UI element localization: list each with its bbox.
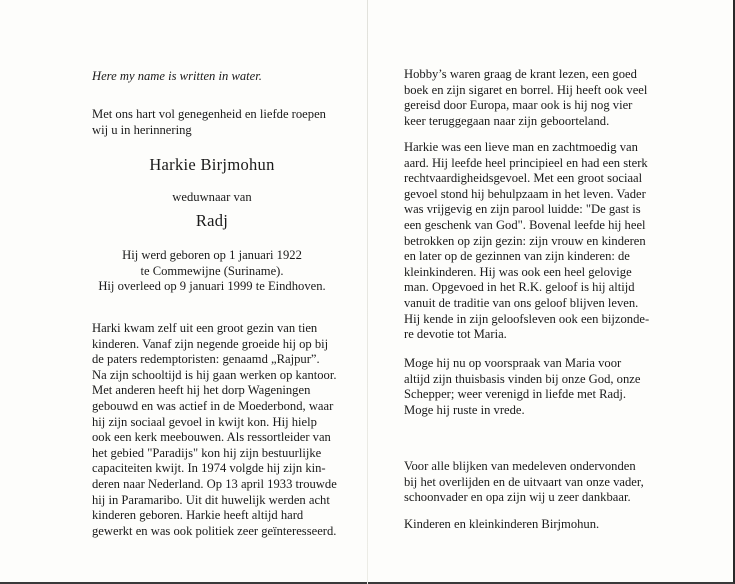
motto: Here my name is written in water.: [92, 69, 262, 83]
spouse-name: Radj: [195, 211, 229, 230]
card-fold: [367, 0, 368, 584]
birth-line: Hij werd geboren op 1 januari 1922: [122, 248, 302, 262]
character-line: was vrijgevig en zijn parool luidde: "De gast is: [404, 202, 641, 217]
bio-line: gewerkt en was ook politiek zeer geïnteresseerd.: [92, 523, 337, 538]
bio-line: Harki kwam zelf uit een groot gezin van tien: [92, 321, 318, 335]
hobbies-line: keer teruggegaan naar zijn geboorteland.: [404, 113, 610, 128]
character-line: Harkie was een lieve man en zachtmoedig van: [404, 140, 638, 154]
birth-death-info: [92, 248, 332, 295]
bio-line: hij zijn sociaal gevoel in kwijt kon. Hij hielp: [92, 414, 317, 429]
hobbies-line: Hobby’s waren graag de krant lezen, een goed: [404, 67, 637, 81]
character-line: een geschenk van God". Bovenal leefde hij heel: [404, 217, 646, 232]
hobbies-line: boek en zijn sigaret en borrel. Hij heeft ook veel: [404, 82, 648, 97]
prayer-line: Schepper; weer verenigd in liefde met Radj.: [404, 387, 627, 402]
hobbies-paragraph: [404, 67, 647, 129]
character-line: man. Opgevoed in het R.K. geloof is hij altijd: [404, 280, 635, 295]
family-signature: Kinderen en kleinkinderen Birjmohun.: [404, 517, 600, 531]
bio-line: de paters redemptoristen: genaamd „Rajpur”.: [92, 352, 320, 367]
character-line: gevoel stond hij behulpzaam in het leven. Vader: [404, 186, 646, 201]
birth-line: te Commewijne (Suriname).: [140, 263, 284, 278]
bio-line: kinderen geboren. Harkie heeft altijd hard: [92, 508, 304, 523]
bio-line: kinderen. Vanaf zijn negende groeide hij op bij: [92, 336, 329, 351]
character-line: betrokken op zijn gezin: zijn vrouw en kinderen: [404, 233, 646, 248]
bio-line: capaciteiten kwijt. In 1974 volgde hij zijn kin-: [92, 461, 326, 476]
bio-line: Met anderen heeft hij het dorp Wageningen: [92, 383, 311, 398]
intro-line: Met ons hart vol genegenheid en liefde roepen: [92, 107, 326, 121]
hobbies-line: gereisd door Europa, maar ook is hij nog vier: [404, 98, 633, 113]
character-line: kleinkinderen. Hij was ook een heel gelovige: [404, 264, 632, 279]
prayer-line: Moge hij nu op voorspraak van Maria voor: [404, 356, 622, 370]
intro-text: [92, 107, 332, 138]
prayer-paragraph: [404, 356, 647, 418]
biography: [92, 321, 337, 539]
bio-line: het gebied "Paradijs" kon hij zijn bestuurlijke: [92, 445, 322, 460]
intro-line: wij u in herinnering: [92, 122, 192, 137]
bio-line: deren naar Nederland. Op 13 april 1933 trouwde: [92, 476, 337, 491]
thanks-paragraph: [404, 459, 647, 506]
prayer-line: altijd zijn thuisbasis vinden bij onze God, onze: [404, 371, 641, 386]
character-line: rechtvaardigheidsgevoel. Met een groot sociaal: [404, 171, 643, 186]
bio-line: hij in Paramaribo. Uit dit huwelijk werden acht: [92, 492, 330, 507]
prayer-line: Moge hij ruste in vrede.: [404, 402, 525, 417]
death-line: Hij overleed op 9 januari 1999 te Eindhoven.: [98, 279, 326, 294]
character-line: en later op de gezinnen van zijn kinderen: de: [404, 249, 630, 264]
character-paragraph: [404, 140, 650, 343]
character-line: aard. Hij leefde heel principieel en had een sterk: [404, 155, 648, 170]
thanks-line: schoonvader en opa zijn wij u zeer dankbaar.: [404, 490, 631, 505]
thanks-line: bij het overlijden en de uitvaart van onze vader,: [404, 474, 644, 489]
thanks-line: Voor alle blijken van medeleven ondervonden: [404, 459, 636, 473]
bio-line: ook een kerk meebouwen. Als ressortleider van: [92, 430, 331, 445]
relation-text: weduwnaar van: [172, 190, 252, 204]
character-line: re devotie tot Maria.: [404, 327, 507, 342]
bio-line: gebouwd en was actief in de Moederbond, waar: [92, 398, 334, 413]
deceased-name: Harkie Birjmohun: [149, 155, 275, 174]
character-line: vanuit de traditie van ons geloof blijven leven.: [404, 295, 639, 310]
character-line: Hij kende in zijn geloofsleven ook een bijzonde-: [404, 311, 650, 326]
bio-line: Na zijn schooltijd is hij gaan werken op kantoor.: [92, 367, 337, 382]
